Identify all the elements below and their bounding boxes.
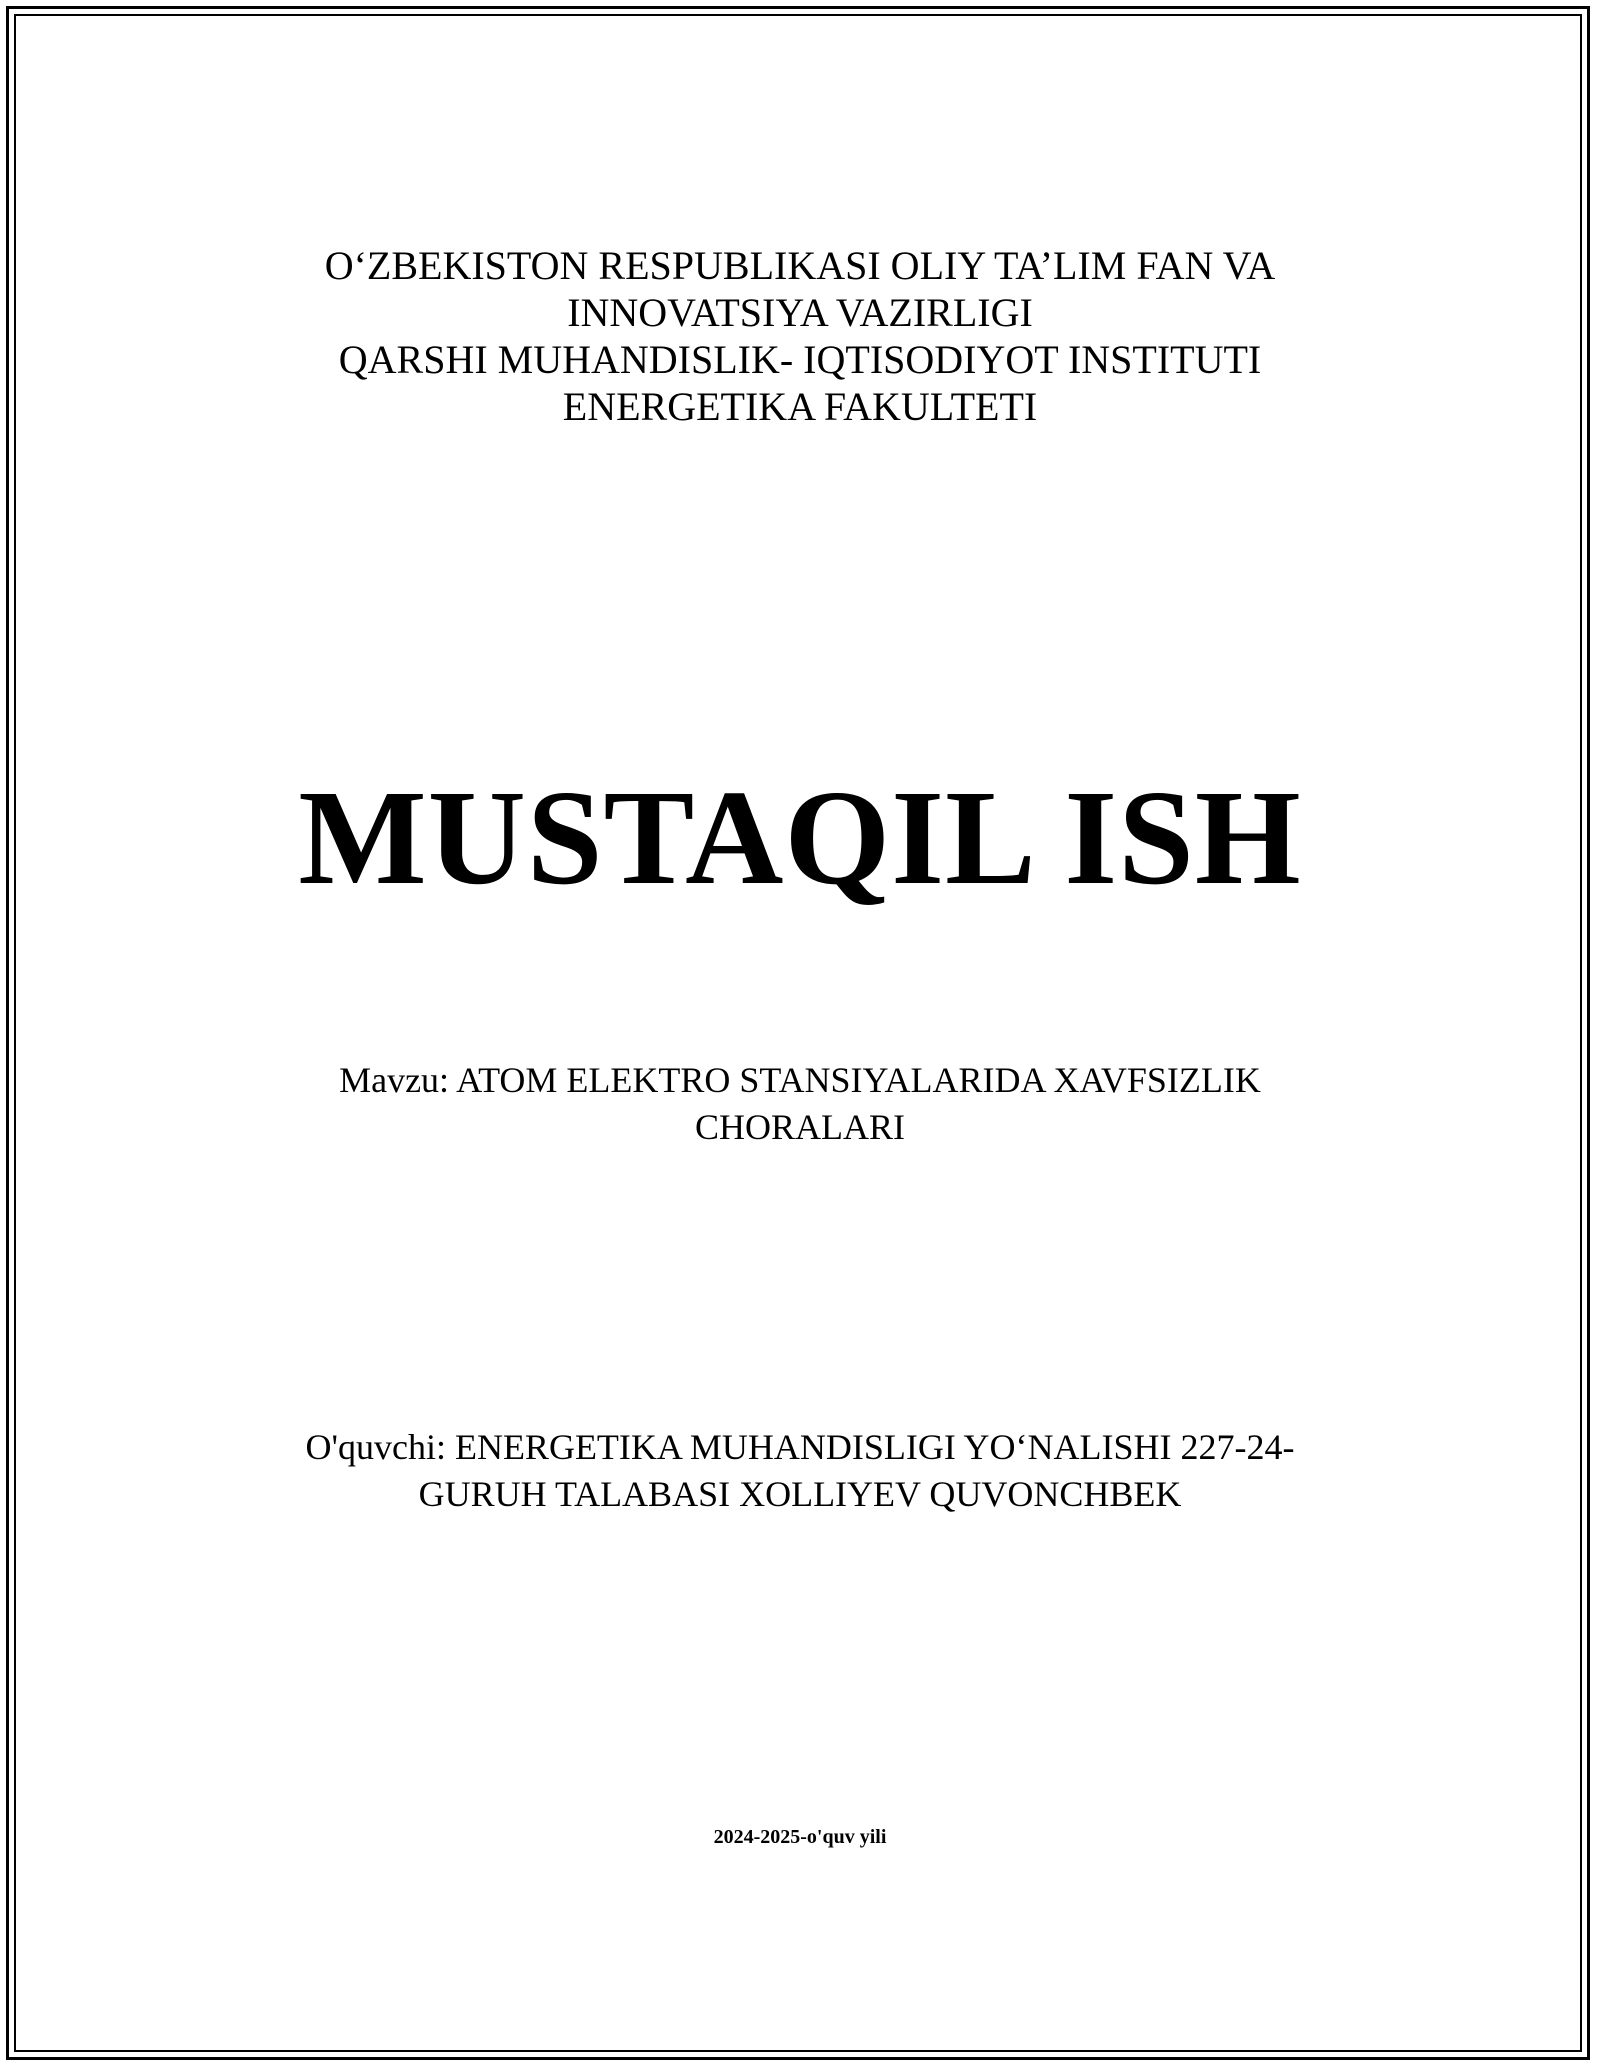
student-line-1: O'quvchi: ENERGETIKA MUHANDISLIGI YO‘NALISHI 227-24- [305, 1427, 1295, 1467]
header-line-ministry-cont: INNOVATSIYA VAZIRLIGI [567, 290, 1033, 335]
topic [0, 1057, 1600, 1151]
student-info [0, 1424, 1600, 1518]
document-title: MUSTAQIL ISH [298, 763, 1302, 913]
topic-line-2: CHORALARI [694, 1107, 905, 1147]
header-line-faculty: ENERGETIKA FAKULTETI [562, 384, 1038, 429]
header-line-institute: QARSHI MUHANDISLIK- IQTISODIYOT INSTITUTI [338, 337, 1262, 382]
institution-header [0, 242, 1600, 430]
topic-line-1: Mavzu: ATOM ELEKTRO STANSIYALARIDA XAVFSIZLIK [339, 1060, 1261, 1100]
header-line-ministry: O‘ZBEKISTON RESPUBLIKASI OLIY TA’LIM FAN VA [324, 243, 1276, 288]
student-line-2: GURUH TALABASI XOLLIYEV QUVONCHBEK [418, 1474, 1182, 1514]
academic-year: 2024-2025-o'quv yili [713, 1826, 887, 1848]
